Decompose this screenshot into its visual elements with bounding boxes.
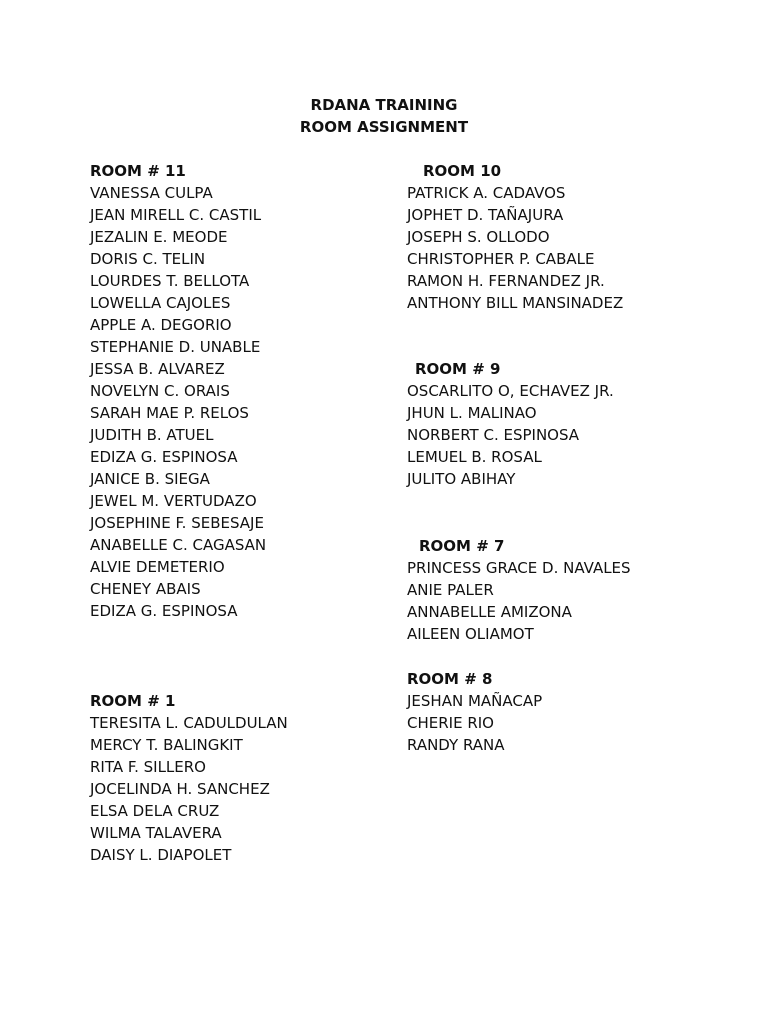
assignee-name: TERESITA L. CADULDULAN: [90, 714, 288, 732]
assignee-name: RITA F. SILLERO: [90, 758, 206, 776]
assignee-name: JOPHET D. TAÑAJURA: [407, 206, 564, 224]
assignee-name: ELSA DELA CRUZ: [90, 802, 220, 820]
room-11-title: ROOM # 11: [90, 162, 186, 180]
room-7-title: ROOM # 7: [419, 537, 505, 555]
assignee-name: RANDY RANA: [407, 736, 505, 754]
assignee-name: CHRISTOPHER P. CABALE: [407, 250, 595, 268]
assignee-name: RAMON H. FERNANDEZ JR.: [407, 272, 605, 290]
room-11-list: [90, 160, 266, 622]
assignee-name: JESSA B. ALVAREZ: [90, 360, 225, 378]
room-7-list: [407, 535, 631, 645]
assignee-name: JUDITH B. ATUEL: [90, 426, 214, 444]
assignee-name: EDIZA G. ESPINOSA: [90, 448, 238, 466]
assignee-name: MERCY T. BALINGKIT: [90, 736, 243, 754]
assignee-name: JEZALIN E. MEODE: [90, 228, 228, 246]
document-title: RDANA TRAINING: [310, 96, 458, 114]
assignee-name: JESHAN MAÑACAP: [407, 692, 543, 710]
document-subtitle: ROOM ASSIGNMENT: [299, 118, 469, 136]
room-10-title: ROOM 10: [423, 162, 502, 180]
assignee-name: VANESSA CULPA: [90, 184, 213, 202]
assignee-name: DAISY L. DIAPOLET: [90, 846, 232, 864]
room-9-list: [407, 358, 614, 490]
assignee-name: PRINCESS GRACE D. NAVALES: [407, 559, 631, 577]
assignee-name: STEPHANIE D. UNABLE: [90, 338, 261, 356]
assignee-name: DORIS C. TELIN: [90, 250, 206, 268]
assignee-name: SARAH MAE P. RELOS: [90, 404, 249, 422]
assignee-name: CHERIE RIO: [407, 714, 494, 732]
assignee-name: PATRICK A. CADAVOS: [407, 184, 566, 202]
assignee-name: ANIE PALER: [407, 581, 494, 599]
room-1-list: [90, 690, 288, 866]
assignee-name: JEAN MIRELL C. CASTIL: [90, 206, 262, 224]
assignee-name: APPLE A. DEGORIO: [90, 316, 232, 334]
assignee-name: ALVIE DEMETERIO: [90, 558, 225, 576]
assignee-name: JEWEL M. VERTUDAZO: [90, 492, 257, 510]
assignee-name: AILEEN OLIAMOT: [407, 625, 534, 643]
assignee-name: LOURDES T. BELLOTA: [90, 272, 250, 290]
document-header: [0, 94, 768, 138]
assignee-name: JOSEPH S. OLLODO: [407, 228, 550, 246]
assignee-name: OSCARLITO O, ECHAVEZ JR.: [407, 382, 614, 400]
room-1-title: ROOM # 1: [90, 692, 176, 710]
assignee-name: JOCELINDA H. SANCHEZ: [90, 780, 270, 798]
assignee-name: JULITO ABIHAY: [407, 470, 516, 488]
assignee-name: LOWELLA CAJOLES: [90, 294, 231, 312]
assignee-name: NOVELYN C. ORAIS: [90, 382, 230, 400]
room-8-list: [407, 668, 542, 756]
assignee-name: NORBERT C. ESPINOSA: [407, 426, 580, 444]
assignee-name: JHUN L. MALINAO: [407, 404, 537, 422]
assignee-name: JOSEPHINE F. SEBESAJE: [90, 514, 264, 532]
assignee-name: ANTHONY BILL MANSINADEZ: [407, 294, 624, 312]
assignee-name: ANNABELLE AMIZONA: [407, 603, 572, 621]
assignee-name: WILMA TALAVERA: [90, 824, 222, 842]
assignee-name: ANABELLE C. CAGASAN: [90, 536, 267, 554]
assignee-name: CHENEY ABAIS: [90, 580, 201, 598]
room-10-list: [407, 160, 623, 314]
room-9-title: ROOM # 9: [415, 360, 501, 378]
assignee-name: LEMUEL B. ROSAL: [407, 448, 542, 466]
assignee-name: JANICE B. SIEGA: [90, 470, 210, 488]
assignee-name: EDIZA G. ESPINOSA: [90, 602, 238, 620]
room-8-title: ROOM # 8: [407, 670, 493, 688]
